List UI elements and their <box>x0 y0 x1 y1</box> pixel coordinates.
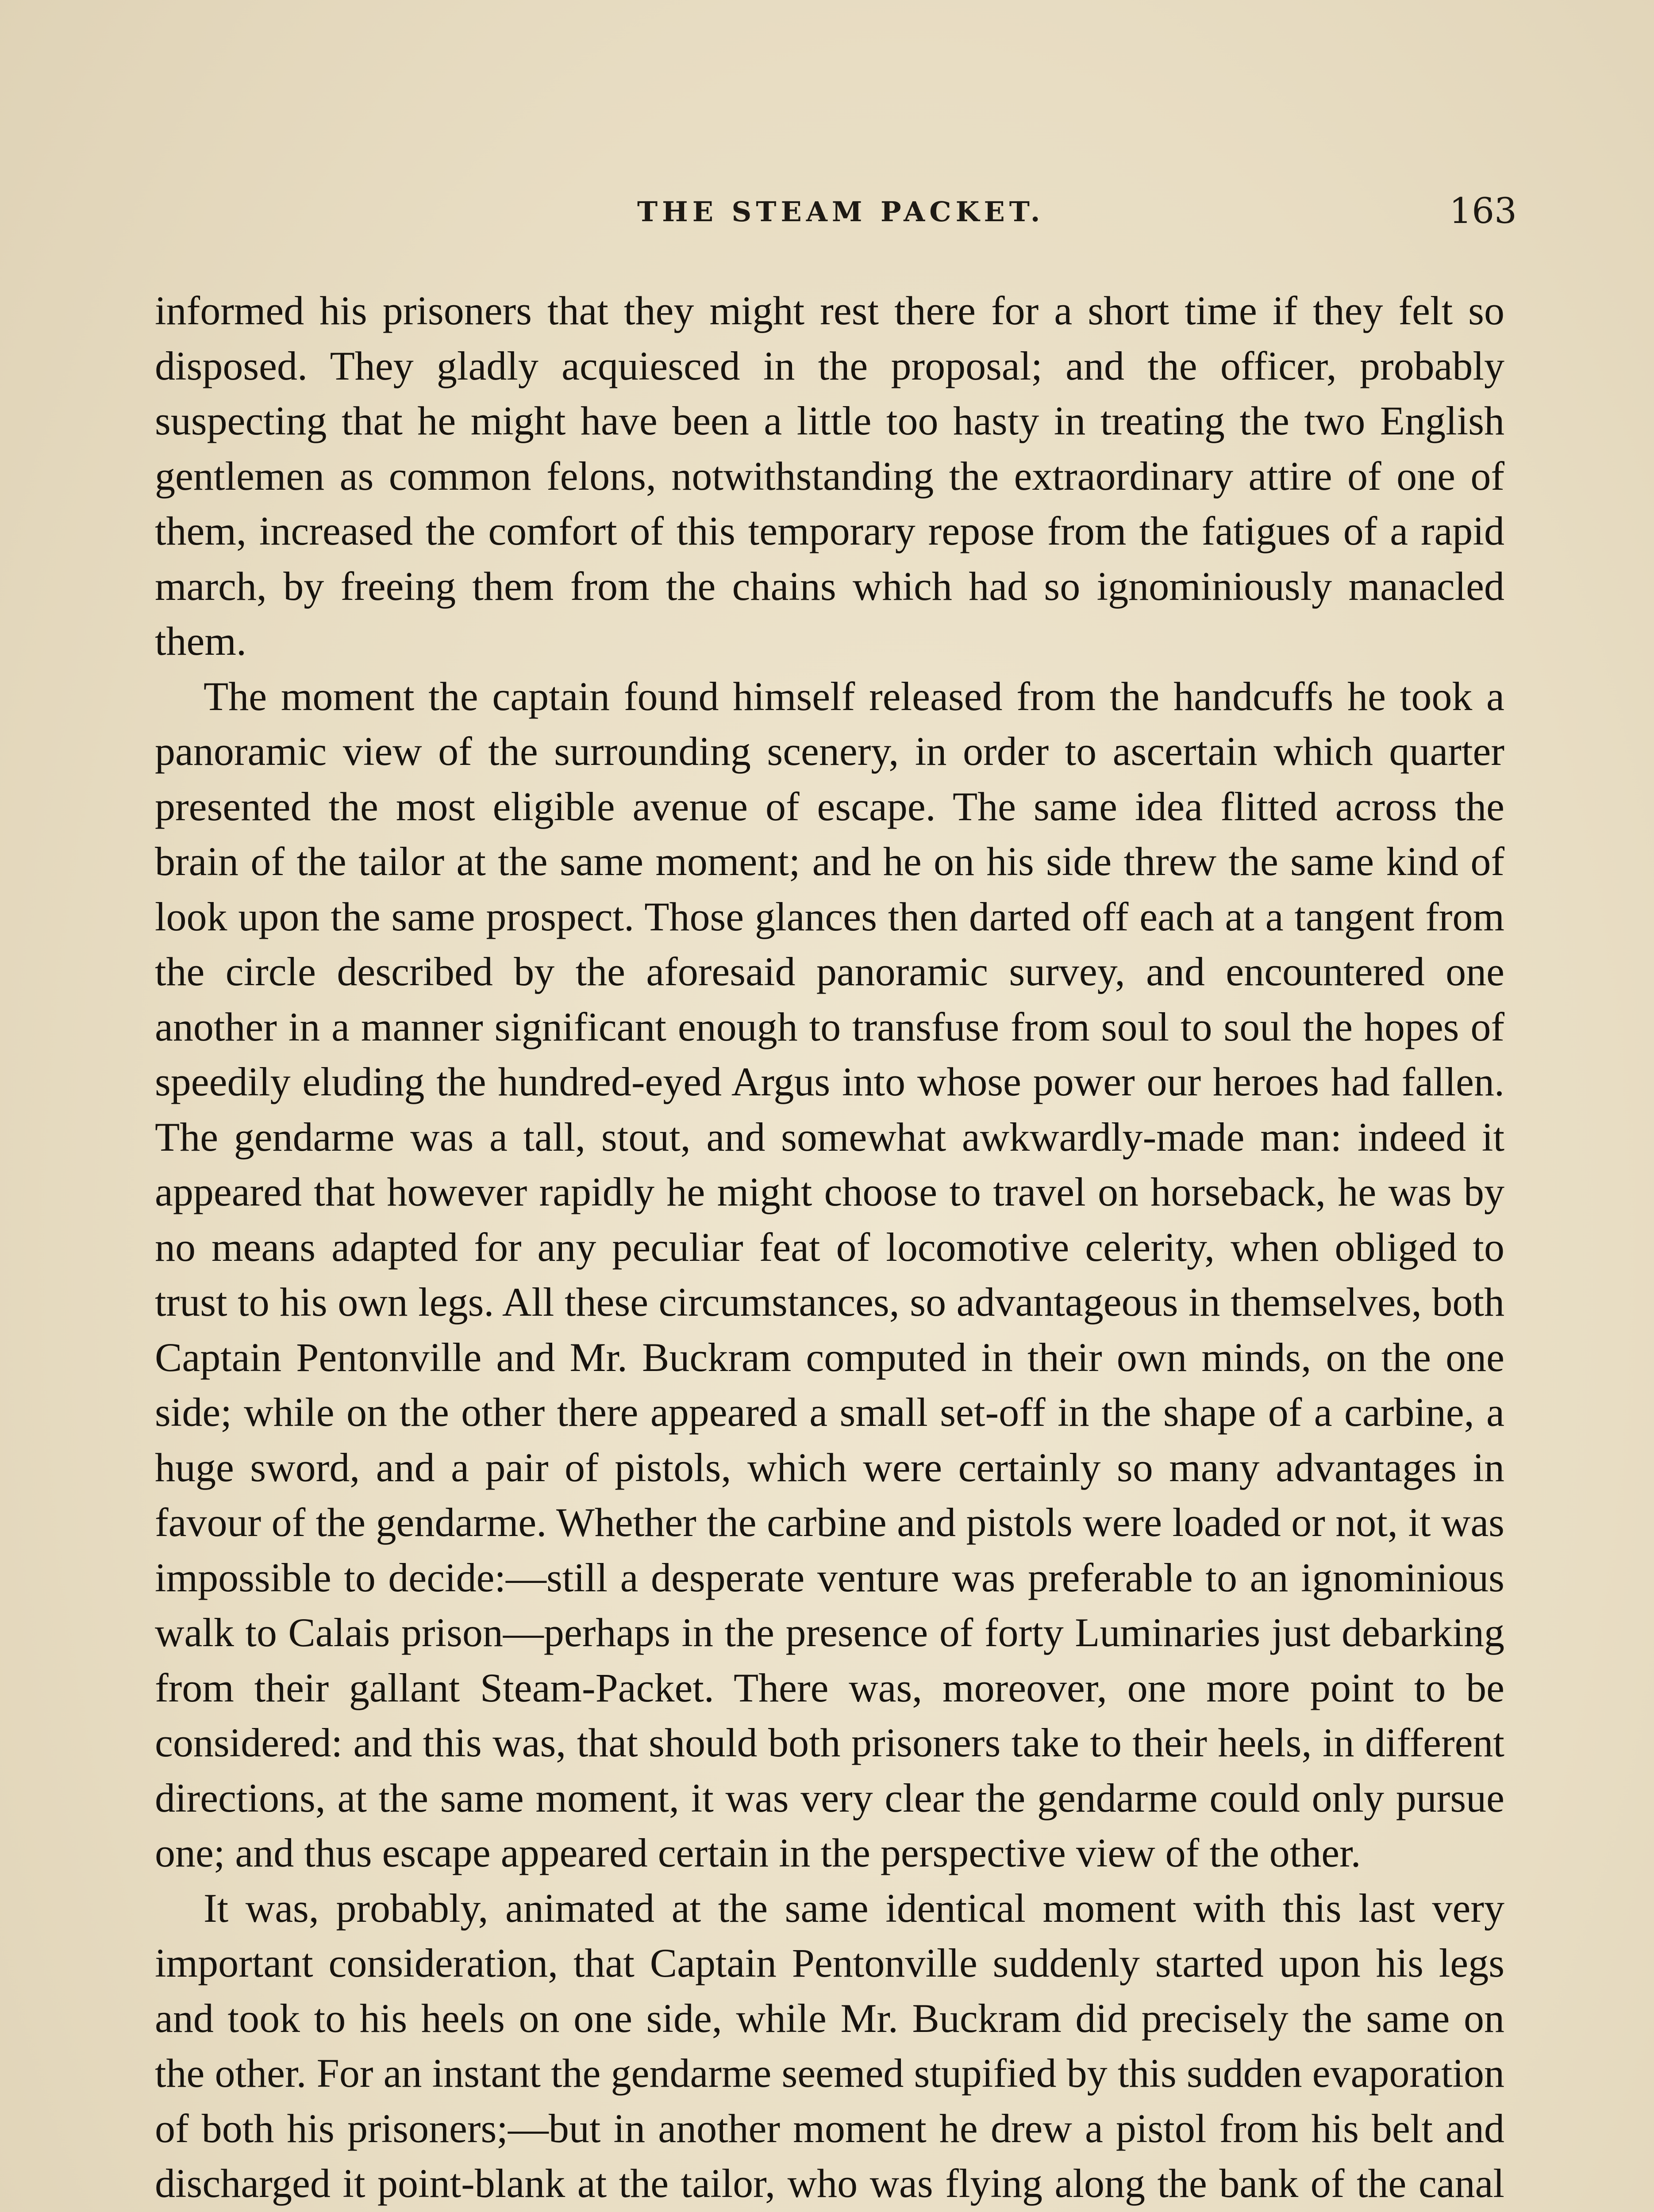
body-text <box>155 283 1504 2212</box>
page-number: 163 <box>1449 190 1517 231</box>
paragraph-3: It was, probably, animated at the same identical moment with this last very important consideration, that Captain Pentonville suddenly started upon his legs and took to his heels on one side, while Mr. Buckram did precisely the same on the other. For an instant the gendarme seemed stupified by this sudden evaporation of both his prisoners;—but in another moment he drew a pistol from his belt and discharged it point-blank at the tailor, who was flying along the bank of the canal <box>155 1885 1504 2206</box>
running-title: THE STEAM PACKET. <box>637 196 1045 228</box>
paragraph-2: The moment the captain found himself released from the handcuffs he took a panoramic view of the surrounding scenery, in order to ascertain which quarter presented the most eligible avenue of escape. The same idea flitted across the brain of the tailor at the same moment; and he on his side threw the same kind of look upon the same prospect. Those glances then darted off each at a tangent from the circle described by the aforesaid panoramic survey, and encountered one another in a manner significant enough to transfuse from soul to soul the hopes of speedily eluding the hundred-eyed Argus into whose power our heroes had fallen. The gendarme was a tall, stout, and somewhat awkwardly-made man: indeed it appeared that however rapidly he might choose to travel on horseback, he was by no means adapted for any peculiar feat of locomotive celerity, when obliged to trust to his own legs. All these circumstances, so advantageous in themselves, both Captain Pentonville and Mr. Buckram computed in their own minds, on the one side; while on the other there appeared a small set-off in the shape of a carbine, a huge sword, and a pair of pistols, which were certainly so many advantages in favour of the gendarme. Whether the carbine and pistols were loaded or not, it was impossible to decide:—still a desperate venture was preferable to an ignominious walk to Calais prison—perhaps in the presence of forty Luminaries just debarking from their gallant Steam-Packet. There was, moreover, one more point to be considered: and this was, that should both prisoners take to their heels, in different directions, at the same moment, it was very clear the gendarme could only pursue one; and thus escape appeared certain in the perspective view of the other. <box>155 673 1504 1875</box>
paragraph-1: informed his prisoners that they might rest there for a short time if they felt so disposed. They gladly acquiesced in the proposal; and the officer, probably suspecting that he might have been a little too hasty in treating the two English gentlemen as common felons, notwithstanding the extraordinary attire of one of them, increased the comfort of this temporary repose from the fatigues of a rapid march, by freeing them from the chains which had so ignominiously manacled them. <box>155 288 1504 664</box>
page-header <box>0 190 1654 239</box>
